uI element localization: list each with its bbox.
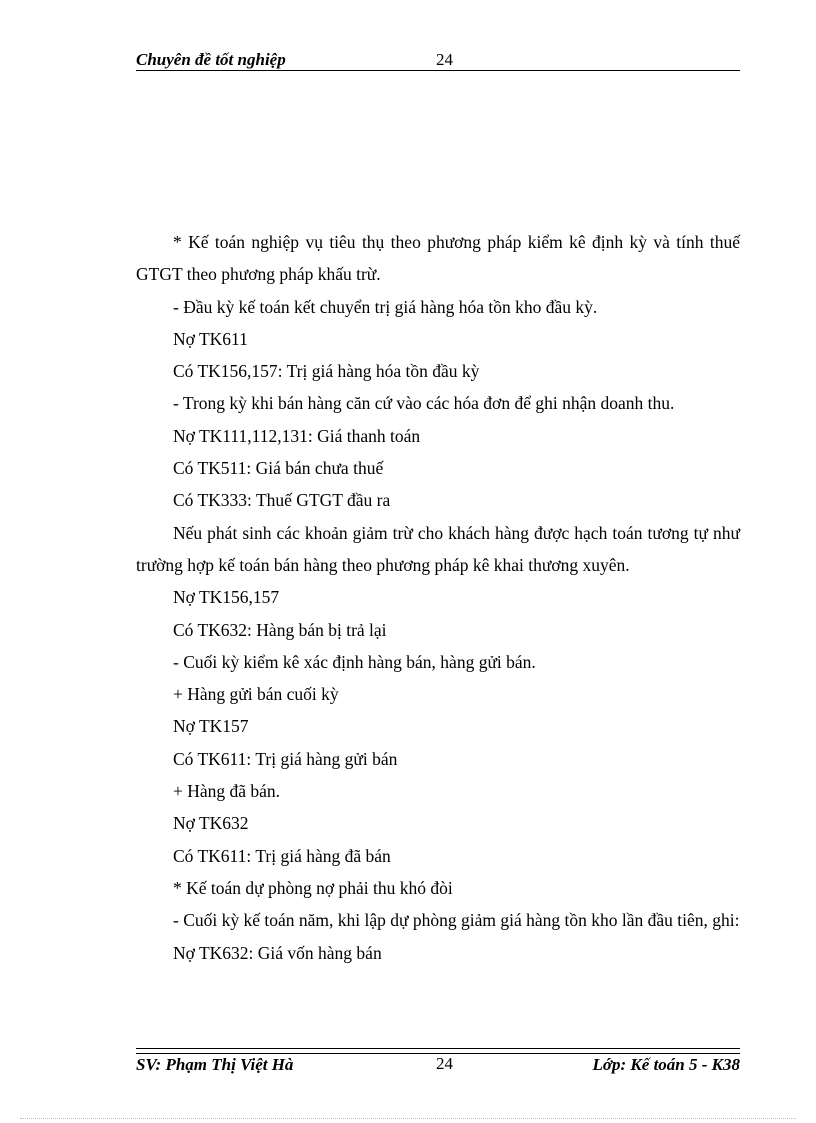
paragraph: Có TK632: Hàng bán bị trả lại	[173, 619, 387, 640]
paragraph: Nợ TK632: Giá vốn hàng bán	[173, 942, 382, 963]
paragraph: Có TK611: Trị giá hàng gửi bán	[173, 748, 398, 769]
paragraph: Nợ TK111,112,131: Giá thanh toán	[173, 425, 421, 446]
paragraph: Nếu phát sinh các khoản giảm trừ cho khách hàng được hạch toán tương tự như trường hợp kế toán bán hàng theo phương pháp kê khai thương xuyên.	[136, 522, 740, 575]
page-bottom-edge	[20, 1118, 796, 1119]
body-text	[136, 226, 740, 969]
paragraph: Có TK156,157: Trị giá hàng hóa tồn đầu kỳ	[173, 361, 480, 382]
footer-page-number: 24	[436, 1054, 453, 1073]
footer-student: SV: Phạm Thị Việt Hà	[136, 1055, 294, 1074]
paragraph: - Cuối kỳ kế toán năm, khi lập dự phòng giảm giá hàng tồn kho lần đầu tiên, ghi:	[173, 910, 740, 931]
footer-class: Lớp: Kế toán 5 - K38	[592, 1055, 740, 1074]
paragraph: Nợ TK611	[173, 328, 248, 349]
page-header	[136, 48, 740, 71]
paragraph: * Kế toán dự phòng nợ phải thu khó đòi	[173, 877, 453, 898]
paragraph: Nợ TK157	[173, 716, 249, 737]
header-title: Chuyên đề tốt nghiệp	[136, 50, 286, 69]
paragraph: * Kế toán nghiệp vụ tiêu thụ theo phương pháp kiểm kê định kỳ và tính thuế GTGT theo phương pháp khấu trừ.	[136, 232, 740, 285]
paragraph: Có TK333: Thuế GTGT đầu ra	[173, 490, 391, 511]
paragraph: Nợ TK632	[173, 813, 249, 834]
paragraph: Có TK611: Trị giá hàng đã bán	[173, 845, 391, 866]
header-page-number: 24	[436, 50, 453, 69]
paragraph: - Trong kỳ khi bán hàng căn cứ vào các hóa đơn để ghi nhận doanh thu.	[173, 393, 675, 414]
paragraph: + Hàng đã bán.	[173, 781, 281, 802]
paragraph: + Hàng gửi bán cuối kỳ	[173, 684, 339, 705]
paragraph: - Đầu kỳ kế toán kết chuyển trị giá hàng hóa tồn kho đầu kỳ.	[173, 296, 598, 317]
paragraph: Có TK511: Giá bán chưa thuế	[173, 458, 384, 479]
paragraph: Nợ TK156,157	[173, 587, 280, 608]
paragraph: - Cuối kỳ kiểm kê xác định hàng bán, hàng gửi bán.	[173, 651, 536, 672]
